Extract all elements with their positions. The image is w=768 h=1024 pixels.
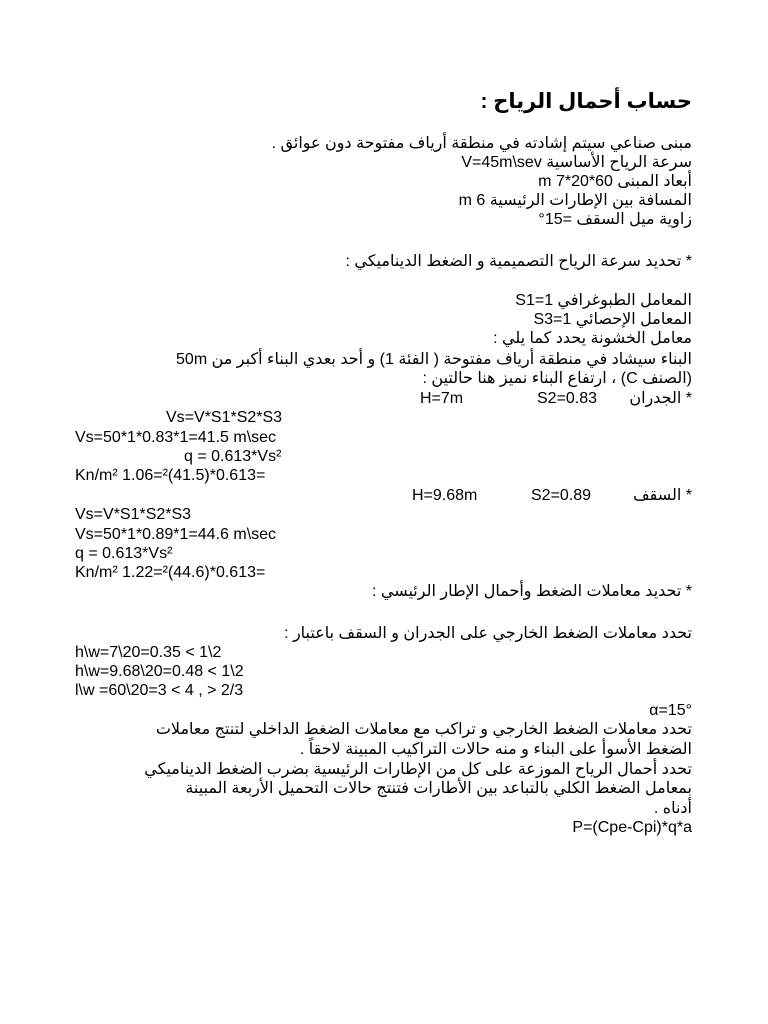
- paragraph1-line2: الضغط الأسوأ على البناء و منه حالات التراكيب المبينة لاحقاً .: [299, 741, 692, 758]
- walls-eq-q-formula: q = 0.613*Vs²: [184, 448, 282, 465]
- walls-eq-q-value: Kn/m² 1.06=²(41.5)*0.613=: [75, 467, 266, 484]
- roof-eq-q-formula: q = 0.613*Vs²: [75, 545, 173, 562]
- building-location: البناء سيشاد في منطقة أرياف مفتوحة ( الفئة 1) و أحد بعدي البناء أكبر من 50m: [176, 351, 692, 368]
- roof-s2: S2=0.89: [531, 487, 592, 504]
- topographic-factor: المعامل الطبوغرافي S1=1: [515, 292, 692, 309]
- page-title: حساب أحمال الرياح :: [480, 90, 692, 113]
- intro-line: مبنى صناعي سيتم إشادته في منطقة أرياف مفتوحة دون عوائق .: [271, 135, 692, 152]
- frame-spacing: المسافة بين الإطارات الرئيسية 6 m: [458, 192, 692, 209]
- paragraph2-line3: أدناه .: [653, 800, 692, 817]
- section1-heading: * تحديد سرعة الرياح التصميمية و الضغط الديناميكي :: [345, 253, 692, 270]
- roughness-factor: معامل الخشونة يحدد كما يلي :: [493, 330, 692, 347]
- statistical-factor: المعامل الإحصائي S3=1: [533, 311, 692, 328]
- ratio-roof: h\w=9.68\20=0.48 < 1\2: [75, 663, 244, 680]
- paragraph2-line1: تحدد أحمال الرياح الموزعة على كل من الإطارات الرئيسية بضرب الضغط الديناميكي: [144, 761, 692, 778]
- walls-eq-vs-formula: Vs=V*S1*S2*S3: [166, 409, 283, 426]
- roof-eq-vs-value: Vs=50*1*0.89*1=44.6 m\sec: [75, 526, 277, 543]
- load-formula: P=(Cpe-Cpi)*q*a: [572, 819, 692, 836]
- section2-heading: * تحديد معاملات الضغط وأحمال الإطار الرئيسي :: [371, 583, 692, 600]
- pressure-coeff-intro: تحدد معاملات الضغط الخارجي على الجدران و السقف باعتبار :: [284, 625, 692, 642]
- paragraph1-line1: تحدد معاملات الضغط الخارجي و تراكب مع معاملات الضغط الداخلي لتنتج معاملات: [155, 721, 692, 738]
- roof-eq-vs-formula: Vs=V*S1*S2*S3: [75, 506, 192, 523]
- roof-height: H=9.68m: [412, 487, 478, 504]
- ratio-length: l\w =60\20=3 < 4 , > 2/3: [75, 682, 244, 699]
- paragraph2-line2: بمعامل الضغط الكلي بالتباعد بين الأطارات فتنتج حالات التحميل الأربعة المبينة: [185, 780, 692, 797]
- roof-slope: زاوية ميل السقف =15°: [538, 211, 692, 228]
- building-class: (الصنف C) ، ارتفاع البناء نميز هنا حالتين :: [422, 370, 692, 387]
- roof-label: * السقف: [633, 487, 692, 504]
- alpha-angle: α=15°: [649, 702, 692, 719]
- roof-eq-q-value: Kn/m² 1.22=²(44.6)*0.613=: [75, 564, 266, 581]
- walls-height: H=7m: [420, 390, 464, 407]
- building-dimensions: أبعاد المبنى 60*20*7 m: [538, 173, 692, 190]
- walls-eq-vs-value: Vs=50*1*0.83*1=41.5 m\sec: [75, 429, 277, 446]
- walls-label: * الجدران: [629, 390, 692, 407]
- ratio-walls: h\w=7\20=0.35 < 1\2: [75, 644, 222, 661]
- walls-s2: S2=0.83: [537, 390, 598, 407]
- basic-wind-speed: سرعة الرياح الأساسية V=45m\sev: [461, 154, 692, 171]
